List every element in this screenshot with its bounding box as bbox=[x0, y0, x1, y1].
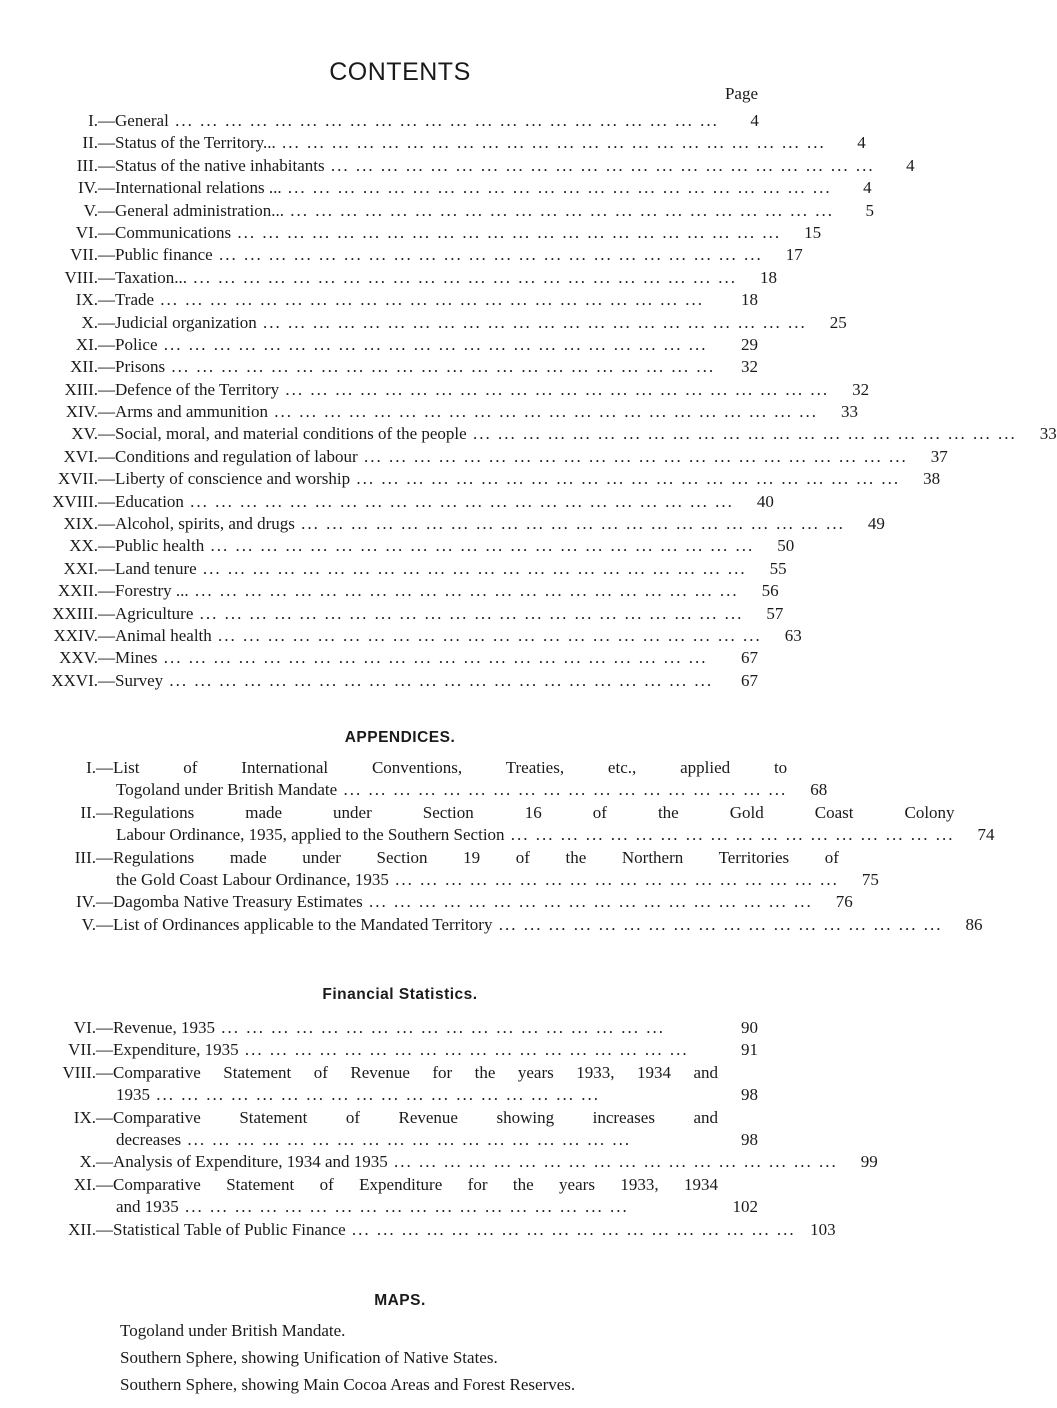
appendices-text bbox=[96, 847, 879, 892]
appendices-number: II. bbox=[80, 802, 96, 822]
financial-text bbox=[96, 1219, 836, 1241]
financial-text bbox=[96, 1151, 878, 1173]
contents-page: 4 bbox=[906, 155, 915, 175]
financial-page-spacer bbox=[718, 1107, 758, 1129]
financial-statistics-heading: Financial Statistics. bbox=[322, 986, 478, 1003]
financial-line-text: —Comparative Statement of Revenue for the years 1933, 1934 and bbox=[96, 1062, 718, 1082]
contents-label: —Status of the Territory... ... . bbox=[98, 132, 826, 154]
contents-row bbox=[20, 110, 758, 132]
contents-page: 32 bbox=[741, 357, 758, 377]
financial-line bbox=[96, 1151, 878, 1173]
appendices-page: 68 bbox=[810, 780, 828, 800]
financial-line bbox=[96, 1129, 758, 1151]
contents-page: 38 bbox=[923, 469, 941, 489]
financial-number: XI. bbox=[73, 1174, 96, 1194]
contents-label: —Judicial organization ... . bbox=[98, 312, 807, 334]
financial-page-spacer bbox=[718, 1174, 758, 1196]
contents-number: XXV. bbox=[59, 648, 98, 668]
appendices-line-text: —List of International Conventions, Treaties, etc., applied to bbox=[96, 758, 788, 777]
contents-row bbox=[20, 603, 784, 625]
financial-entry bbox=[40, 1107, 758, 1152]
contents-row bbox=[20, 401, 858, 423]
contents-number: V. bbox=[83, 200, 98, 220]
contents-row bbox=[20, 155, 915, 177]
financial-entry bbox=[40, 1219, 836, 1241]
appendices-entry bbox=[40, 757, 828, 802]
contents-page: 32 bbox=[852, 379, 870, 399]
contents-page: 25 bbox=[829, 312, 847, 332]
contents-label: —Status of the native inhabitants ... . bbox=[98, 155, 875, 177]
appendices-line bbox=[96, 802, 995, 824]
contents-label: —Animal health ... . bbox=[98, 625, 762, 647]
contents-number: VI. bbox=[75, 222, 98, 242]
contents-number: X. bbox=[81, 312, 98, 332]
contents-row bbox=[20, 580, 779, 602]
contents-page: 33 bbox=[840, 402, 858, 422]
contents-page: 40 bbox=[756, 491, 774, 511]
financial-text bbox=[96, 1174, 758, 1219]
contents-number: IV. bbox=[78, 178, 98, 198]
appendices-line-text: —Regulations made under Section 19 of the Northern Territories of bbox=[96, 847, 839, 867]
contents-row bbox=[20, 267, 777, 289]
contents-label: —Survey ... . bbox=[98, 670, 718, 692]
contents-number: IX. bbox=[75, 290, 98, 310]
contents-page: 4 bbox=[857, 133, 866, 153]
financial-page: 102 bbox=[732, 1197, 758, 1217]
contents-label: —Defence of the Territory ... . bbox=[98, 379, 829, 401]
contents-row bbox=[20, 379, 870, 401]
contents-page: 29 bbox=[741, 334, 758, 354]
contents-number: XVI. bbox=[63, 446, 98, 466]
appendices-line-text: Togoland under British Mandate ... . bbox=[116, 779, 787, 801]
appendices-page: 75 bbox=[861, 870, 879, 890]
contents-row bbox=[20, 468, 941, 490]
contents-row bbox=[20, 647, 758, 669]
financial-line bbox=[96, 1017, 758, 1039]
contents-row bbox=[20, 491, 774, 513]
contents-page: 18 bbox=[759, 267, 777, 287]
financial-line-text: 1935 ... . bbox=[116, 1084, 718, 1106]
financial-text bbox=[96, 1062, 758, 1107]
contents-row bbox=[20, 535, 795, 557]
financial-line bbox=[96, 1174, 758, 1196]
financial-number: VI. bbox=[73, 1018, 96, 1037]
contents-page: 37 bbox=[930, 446, 948, 466]
contents-row bbox=[20, 334, 758, 356]
appendices-entry bbox=[40, 914, 983, 936]
map-item: Southern Sphere, showing Unification of Native States. bbox=[120, 1348, 498, 1367]
financial-entry bbox=[40, 1151, 878, 1173]
contents-label: —Forestry ... ... . bbox=[98, 580, 739, 602]
financial-line bbox=[96, 1039, 758, 1061]
contents-number: XII. bbox=[70, 357, 98, 377]
contents-label: —Police ... . bbox=[98, 334, 718, 356]
contents-number: XI. bbox=[75, 334, 98, 354]
contents-label: —Trade ... . bbox=[98, 289, 718, 311]
contents-row bbox=[20, 670, 758, 692]
financial-line-text: decreases ... . bbox=[116, 1129, 718, 1151]
maps-list bbox=[120, 1317, 800, 1398]
appendices-number: I. bbox=[86, 758, 96, 777]
contents-page: 49 bbox=[867, 514, 885, 534]
contents-label: —Public health ... . bbox=[98, 535, 754, 557]
contents-row bbox=[20, 513, 885, 535]
financial-number: IX. bbox=[73, 1107, 96, 1127]
appendices-text bbox=[96, 802, 995, 847]
contents-number: XXIV. bbox=[53, 625, 98, 645]
contents-label: —General administration... ... . bbox=[98, 200, 834, 222]
contents-page: 17 bbox=[785, 245, 803, 265]
contents-label: —Taxation... ... . bbox=[98, 267, 737, 289]
contents-page: 67 bbox=[741, 670, 758, 690]
financial-page: 98 bbox=[741, 1130, 758, 1150]
appendices-text bbox=[96, 757, 827, 802]
financial-number: X. bbox=[79, 1152, 96, 1172]
contents-label: —Social, moral, and material conditions of the people ... . bbox=[98, 423, 1017, 445]
appendices-line bbox=[96, 914, 982, 936]
financial-line-text: —Comparative Statement of Expenditure for the years 1933, 1934 bbox=[96, 1174, 718, 1194]
financial-page: 98 bbox=[741, 1085, 758, 1105]
appendices-line bbox=[96, 891, 853, 913]
contents-number: XXIII. bbox=[52, 603, 98, 623]
appendices-line-text: —Dagomba Native Treasury Estimates ... . bbox=[96, 891, 813, 913]
contents-page: 15 bbox=[804, 222, 822, 242]
contents-number: XXVI. bbox=[51, 670, 98, 690]
contents-number: XIII. bbox=[64, 379, 98, 399]
appendices-line bbox=[96, 779, 827, 801]
contents-row bbox=[20, 312, 847, 334]
contents-label: —Agriculture ... . bbox=[98, 603, 743, 625]
financial-number: VIII. bbox=[62, 1062, 96, 1082]
financial-page: 91 bbox=[741, 1040, 758, 1060]
financial-entry bbox=[40, 1039, 758, 1061]
contents-number: VII. bbox=[70, 245, 98, 265]
financial-page: 103 bbox=[810, 1219, 836, 1239]
appendices-line bbox=[96, 847, 879, 869]
map-item: Togoland under British Mandate. bbox=[120, 1321, 346, 1340]
appendices-line bbox=[96, 757, 827, 779]
contents-row bbox=[20, 446, 948, 468]
contents-number: XVII. bbox=[57, 469, 98, 489]
appendices-page-spacer bbox=[839, 847, 879, 869]
contents-row bbox=[20, 132, 866, 154]
contents-label: —Education ... . bbox=[98, 491, 734, 513]
contents-row bbox=[20, 200, 875, 222]
page-column-header: Page bbox=[724, 84, 758, 103]
financial-statistics-list bbox=[40, 1017, 878, 1241]
contents-page: 33 bbox=[1039, 424, 1057, 444]
contents-number: XXII. bbox=[57, 581, 98, 601]
contents-page: 5 bbox=[865, 200, 875, 220]
financial-entry bbox=[40, 1017, 758, 1039]
financial-line-text: —Revenue, 1935 ... . bbox=[96, 1017, 718, 1039]
contents-number: XVIII. bbox=[52, 491, 98, 511]
map-item: Southern Sphere, showing Main Cocoa Areas and Forest Reserves. bbox=[120, 1375, 576, 1394]
appendices-page: 76 bbox=[835, 892, 853, 912]
contents-label: —Communications ... . bbox=[98, 222, 781, 244]
contents-label: —General ... . bbox=[98, 110, 719, 132]
appendices-entry bbox=[40, 847, 879, 892]
financial-line bbox=[96, 1219, 836, 1241]
financial-entry bbox=[40, 1062, 758, 1107]
contents-label: —Land tenure ... . bbox=[98, 558, 747, 580]
appendices-entry bbox=[40, 891, 853, 913]
appendices-line-text: —Regulations made under Section 16 of the Gold Coast Colony bbox=[96, 802, 955, 822]
financial-line-text: —Expenditure, 1935 ... . bbox=[96, 1039, 718, 1061]
financial-page: 99 bbox=[860, 1152, 878, 1172]
financial-line-text: —Comparative Statement of Revenue showing increases and bbox=[96, 1107, 718, 1127]
contents-row bbox=[20, 177, 872, 199]
financial-line-text: and 1935 ... . bbox=[116, 1196, 718, 1218]
financial-text bbox=[96, 1017, 758, 1039]
appendices-heading: APPENDICES. bbox=[344, 729, 456, 746]
contents-label: —Prisons ... . bbox=[98, 356, 718, 378]
contents-list bbox=[20, 110, 1057, 692]
financial-text bbox=[96, 1107, 758, 1152]
appendices-line-text: the Gold Coast Labour Ordinance, 1935 ... . bbox=[116, 869, 839, 891]
contents-row bbox=[20, 244, 803, 266]
contents-row bbox=[20, 289, 758, 311]
appendices-list bbox=[40, 757, 995, 936]
appendices-text bbox=[96, 891, 853, 913]
financial-line bbox=[96, 1196, 758, 1218]
contents-label: —Public finance ... . bbox=[98, 244, 763, 266]
contents-page: 55 bbox=[769, 558, 787, 578]
contents-page: 67 bbox=[741, 648, 758, 668]
appendices-page: 86 bbox=[965, 914, 983, 934]
contents-row bbox=[20, 356, 758, 378]
financial-text bbox=[96, 1039, 758, 1061]
contents-page: 63 bbox=[784, 625, 802, 645]
appendices-line-text: —List of Ordinances applicable to the Mandated Territory ... . bbox=[96, 914, 942, 936]
appendices-number: IV. bbox=[76, 892, 96, 912]
contents-number: III. bbox=[76, 155, 98, 175]
contents-page: 18 bbox=[741, 290, 758, 310]
appendices-line bbox=[96, 824, 995, 846]
contents-page: 50 bbox=[777, 536, 795, 556]
maps-heading: MAPS. bbox=[374, 1292, 426, 1309]
contents-number: I. bbox=[88, 111, 98, 130]
contents-page: 4 bbox=[750, 111, 759, 130]
contents-page: 57 bbox=[766, 603, 784, 623]
appendices-entry bbox=[40, 802, 995, 847]
financial-line-text: —Statistical Table of Public Finance ... . bbox=[96, 1219, 796, 1241]
contents-page: 56 bbox=[761, 581, 779, 601]
financial-line-text: —Analysis of Expenditure, 1934 and 1935 ... . bbox=[96, 1151, 838, 1173]
contents-label: —International relations ... ... . bbox=[98, 177, 832, 199]
contents-label: —Conditions and regulation of labour ... . bbox=[98, 446, 908, 468]
contents-row bbox=[20, 423, 1057, 445]
appendices-page-spacer bbox=[955, 802, 995, 824]
page-title: CONTENTS bbox=[329, 58, 471, 86]
contents-number: XXI. bbox=[63, 558, 98, 578]
contents-label: —Alcohol, spirits, and drugs ... . bbox=[98, 513, 845, 535]
contents-number: XX. bbox=[69, 536, 98, 556]
contents-label: —Arms and ammunition ... . bbox=[98, 401, 818, 423]
contents-label: —Mines ... . bbox=[98, 647, 718, 669]
contents-row bbox=[20, 222, 822, 244]
financial-number: XII. bbox=[68, 1219, 96, 1239]
financial-line bbox=[96, 1084, 758, 1106]
financial-page: 90 bbox=[741, 1018, 758, 1037]
contents-number: II. bbox=[82, 133, 98, 153]
contents-row bbox=[20, 625, 802, 647]
contents-number: XV. bbox=[71, 424, 98, 444]
appendices-page: 74 bbox=[977, 825, 995, 845]
financial-number: VII. bbox=[68, 1040, 96, 1060]
appendices-number: V. bbox=[81, 914, 96, 934]
contents-row bbox=[20, 558, 787, 580]
financial-line bbox=[96, 1107, 758, 1129]
financial-entry bbox=[40, 1174, 758, 1219]
appendices-number: III. bbox=[74, 847, 96, 867]
contents-number: XIX. bbox=[63, 514, 98, 534]
appendices-page-spacer bbox=[787, 757, 827, 779]
contents-page: 4 bbox=[863, 178, 872, 198]
appendices-text bbox=[96, 914, 982, 936]
financial-line bbox=[96, 1062, 758, 1084]
appendices-line bbox=[96, 869, 879, 891]
contents-label: —Liberty of conscience and worship ... . bbox=[98, 468, 900, 490]
financial-page-spacer bbox=[718, 1062, 758, 1084]
appendices-line-text: Labour Ordinance, 1935, applied to the Southern Section ... . bbox=[116, 824, 955, 846]
contents-number: XIV. bbox=[65, 402, 98, 422]
contents-number: VIII. bbox=[64, 267, 98, 287]
